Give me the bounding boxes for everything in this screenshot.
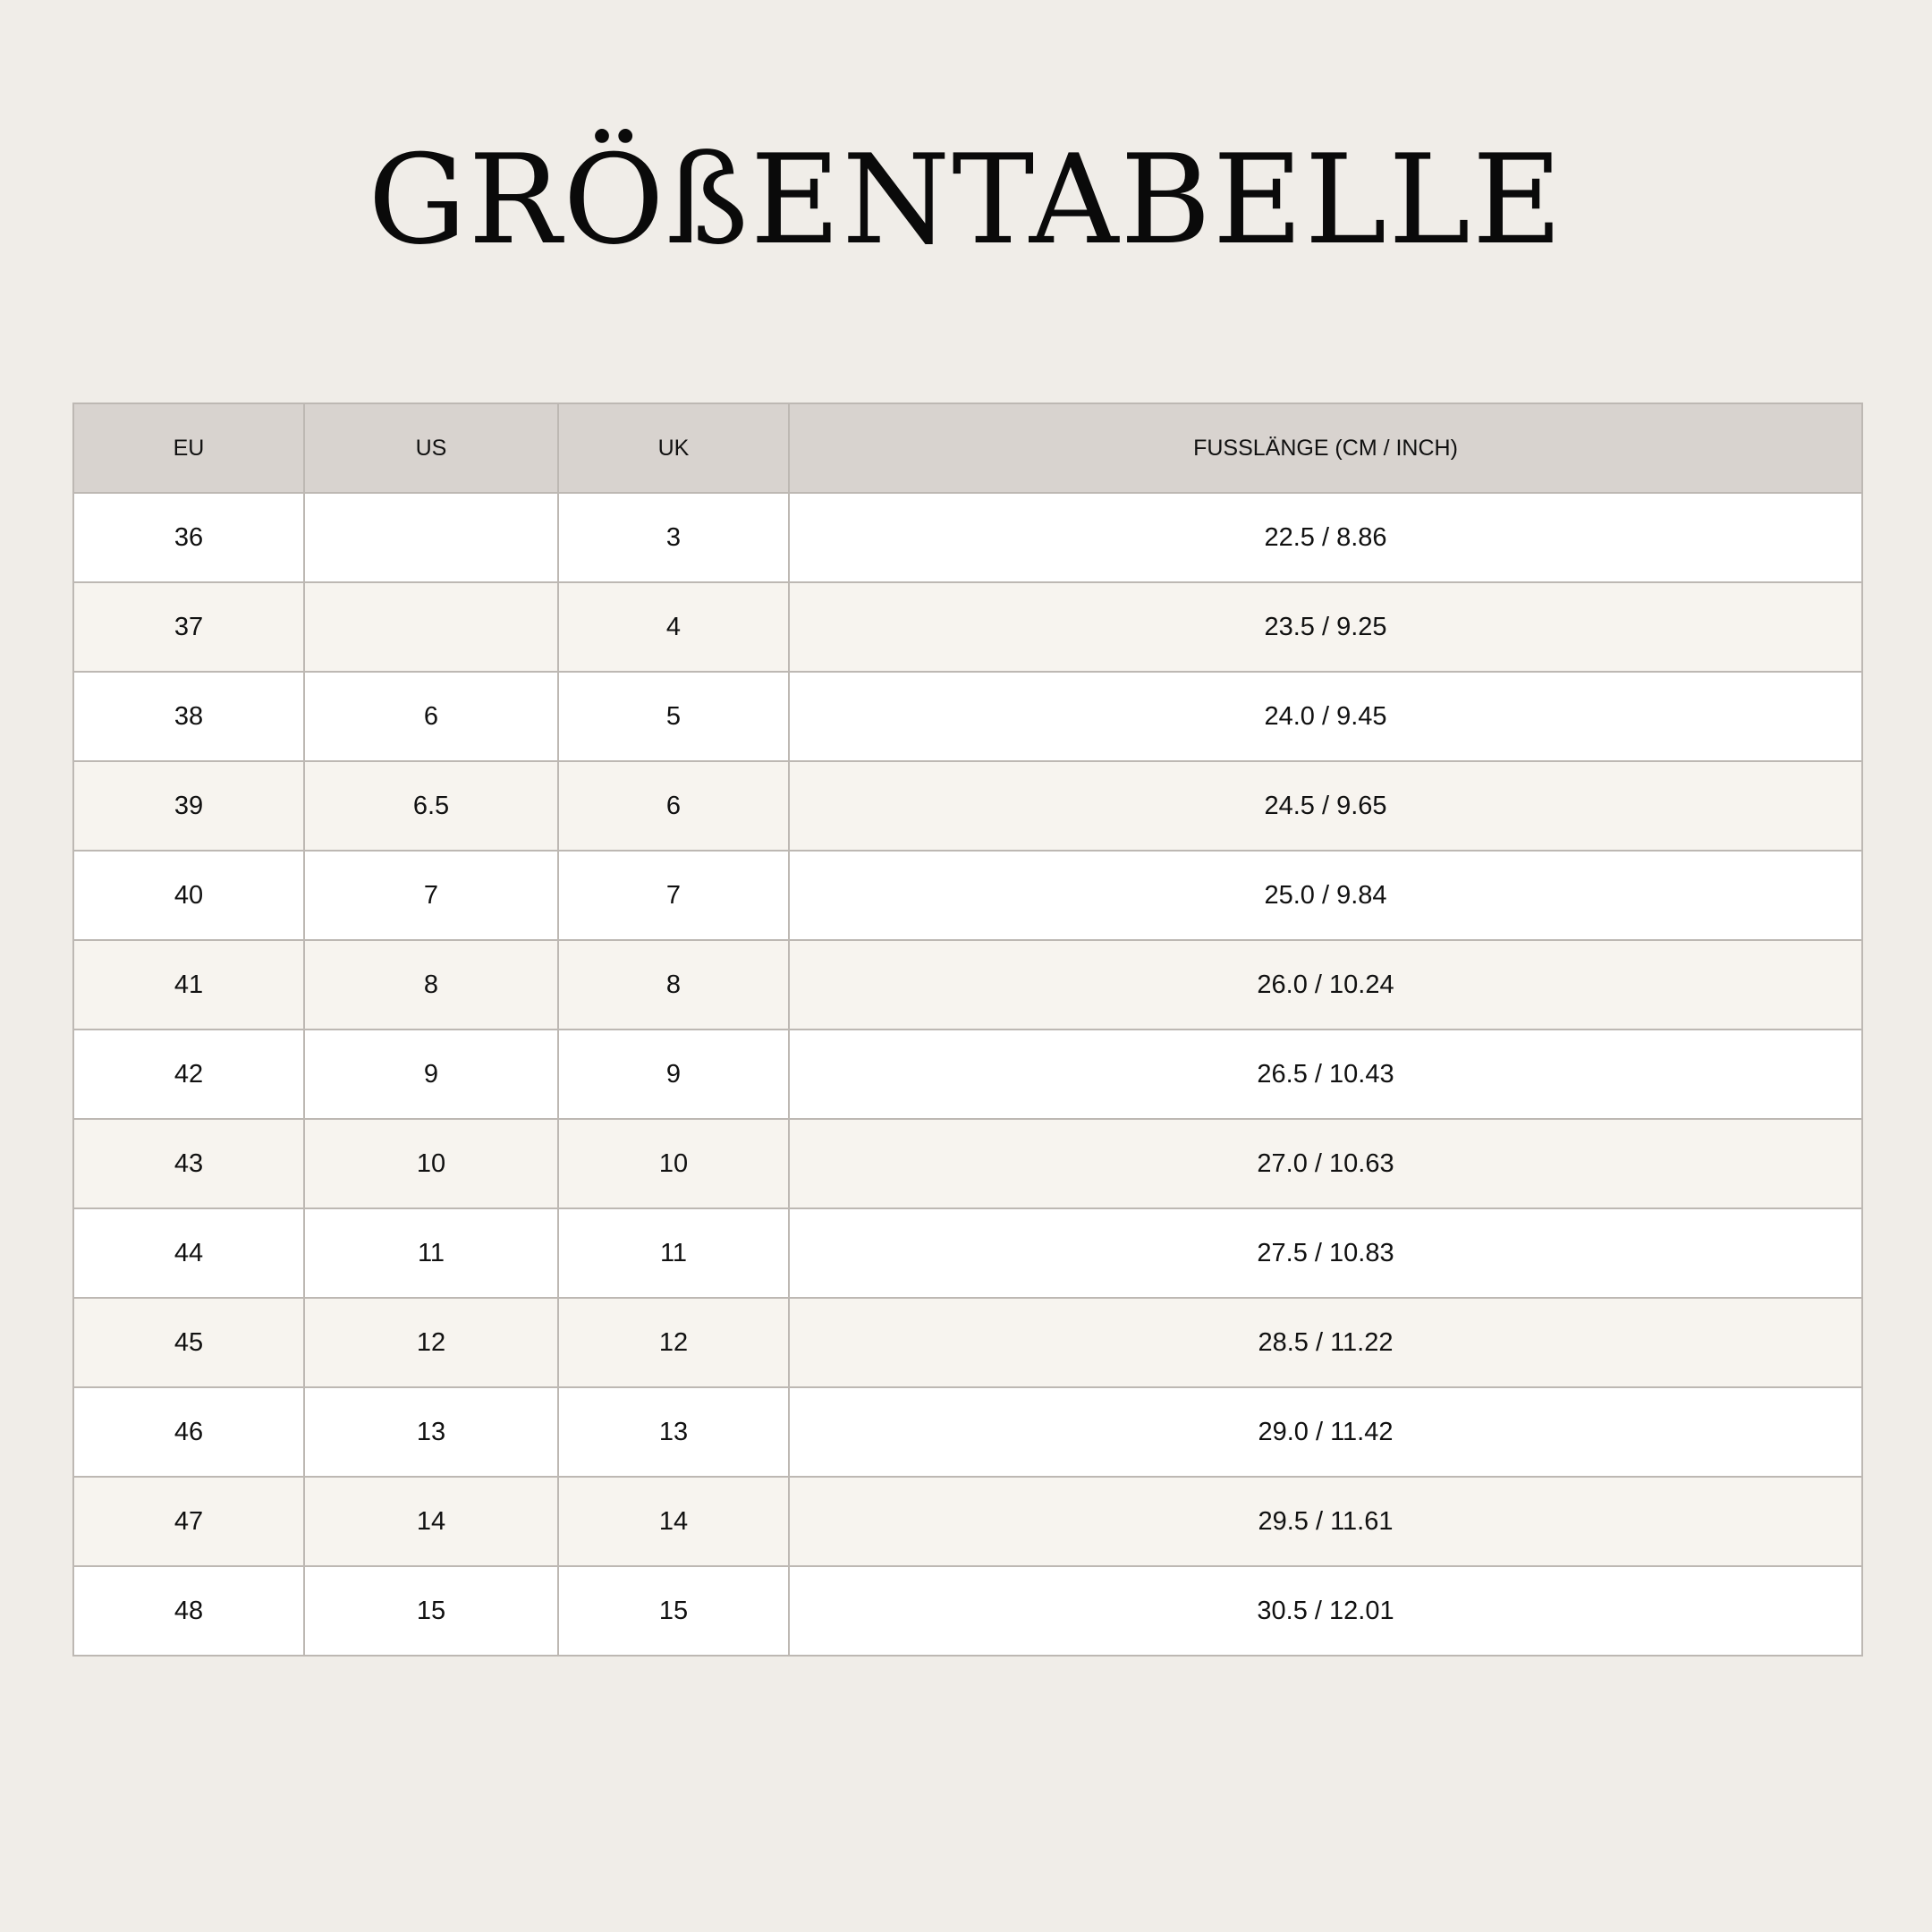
- cell-us: 6.5: [304, 761, 558, 851]
- table-row: [73, 851, 1862, 940]
- table-body: [73, 493, 1862, 1656]
- cell-uk: 3: [558, 493, 789, 582]
- page-title: GRÖßENTABELLE: [368, 128, 1564, 273]
- table-row: [73, 1477, 1862, 1566]
- cell-us: 13: [304, 1387, 558, 1477]
- table-row: [73, 1298, 1862, 1387]
- cell-us: 11: [304, 1208, 558, 1298]
- cell-foot-length: 30.5 / 12.01: [789, 1566, 1862, 1656]
- cell-foot-length: 28.5 / 11.22: [789, 1298, 1862, 1387]
- cell-us: [304, 582, 558, 672]
- cell-foot-length: 29.0 / 11.42: [789, 1387, 1862, 1477]
- cell-uk: 5: [558, 672, 789, 761]
- cell-eu: 47: [73, 1477, 304, 1566]
- cell-us: [304, 493, 558, 582]
- header-eu: EU: [73, 403, 304, 493]
- cell-us: 10: [304, 1119, 558, 1208]
- cell-uk: 14: [558, 1477, 789, 1566]
- cell-eu: 39: [73, 761, 304, 851]
- cell-uk: 8: [558, 940, 789, 1030]
- cell-foot-length: 25.0 / 9.84: [789, 851, 1862, 940]
- cell-foot-length: 27.0 / 10.63: [789, 1119, 1862, 1208]
- cell-uk: 9: [558, 1030, 789, 1119]
- cell-uk: 6: [558, 761, 789, 851]
- table-row: [73, 1566, 1862, 1656]
- table-row: [73, 672, 1862, 761]
- cell-foot-length: 26.0 / 10.24: [789, 940, 1862, 1030]
- cell-eu: 42: [73, 1030, 304, 1119]
- header-uk: UK: [558, 403, 789, 493]
- table-row: [73, 940, 1862, 1030]
- cell-foot-length: 26.5 / 10.43: [789, 1030, 1862, 1119]
- cell-us: 12: [304, 1298, 558, 1387]
- cell-foot-length: 23.5 / 9.25: [789, 582, 1862, 672]
- cell-eu: 46: [73, 1387, 304, 1477]
- cell-eu: 40: [73, 851, 304, 940]
- table-row: [73, 1030, 1862, 1119]
- table-row: [73, 1119, 1862, 1208]
- cell-eu: 48: [73, 1566, 304, 1656]
- table-row: [73, 1208, 1862, 1298]
- header-foot-length: FUSSLÄNGE (CM / INCH): [789, 403, 1862, 493]
- cell-eu: 43: [73, 1119, 304, 1208]
- cell-us: 6: [304, 672, 558, 761]
- cell-foot-length: 27.5 / 10.83: [789, 1208, 1862, 1298]
- cell-uk: 7: [558, 851, 789, 940]
- cell-uk: 12: [558, 1298, 789, 1387]
- cell-uk: 10: [558, 1119, 789, 1208]
- size-chart-table: [72, 402, 1863, 1657]
- cell-eu: 36: [73, 493, 304, 582]
- cell-uk: 4: [558, 582, 789, 672]
- table-row: [73, 761, 1862, 851]
- header-us: US: [304, 403, 558, 493]
- cell-eu: 37: [73, 582, 304, 672]
- cell-foot-length: 29.5 / 11.61: [789, 1477, 1862, 1566]
- table-row: [73, 493, 1862, 582]
- cell-eu: 41: [73, 940, 304, 1030]
- cell-us: 8: [304, 940, 558, 1030]
- table-header-row: [73, 403, 1862, 493]
- table-row: [73, 1387, 1862, 1477]
- cell-eu: 38: [73, 672, 304, 761]
- cell-eu: 45: [73, 1298, 304, 1387]
- table-row: [73, 582, 1862, 672]
- cell-us: 15: [304, 1566, 558, 1656]
- cell-foot-length: 24.0 / 9.45: [789, 672, 1862, 761]
- cell-uk: 13: [558, 1387, 789, 1477]
- cell-eu: 44: [73, 1208, 304, 1298]
- cell-foot-length: 24.5 / 9.65: [789, 761, 1862, 851]
- cell-uk: 15: [558, 1566, 789, 1656]
- cell-foot-length: 22.5 / 8.86: [789, 493, 1862, 582]
- cell-uk: 11: [558, 1208, 789, 1298]
- cell-us: 9: [304, 1030, 558, 1119]
- cell-us: 14: [304, 1477, 558, 1566]
- cell-us: 7: [304, 851, 558, 940]
